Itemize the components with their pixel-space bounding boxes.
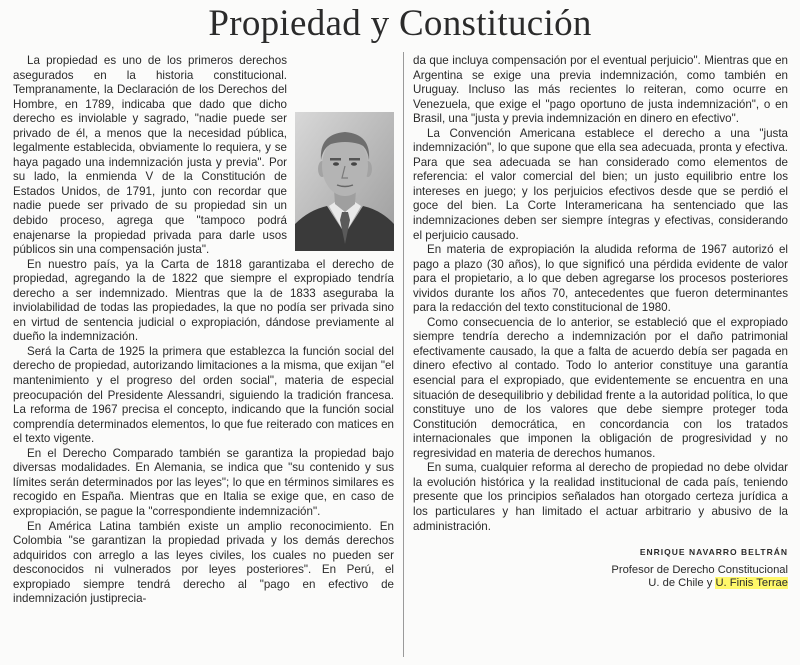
left-column (13, 54, 394, 607)
right-column (413, 54, 788, 591)
author-name: ENRIQUE NAVARRO BELTRÁN (639, 547, 788, 558)
paragraph: La propiedad es uno de los primeros derechos asegurados en la historia constitucional. Tempranamente, la Declaración de los Derechos del Hombre, en 1789, indicaba que dado que dicho derecho es inviolable y sagrado, "nadie puede ser privado de él, a menos que la necesidad pública, legalmente establecida, obviamente lo requiera, y se haya pagado una indemnización justa y previa". Por su lado, la enmienda V de la Constitución de Estados Unidos, de 1791, junto con recordar que nadie puede ser privado de su propiedad sin un debido proceso, agrega que "tampoco podrá enajenarse la propiedad privada para darle usos públicos sin una compensación justa". (13, 54, 287, 257)
author-signature (413, 545, 788, 591)
paragraph: En suma, cualquier reforma al derecho de propiedad no debe olvidar la evolución histórica y la realidad institucional de cada país, teniendo presente que los principios señalados han otorgado certeza jurídica a los particulares y han limitado el actuar arbitrario y abusivo de la administración. (413, 461, 788, 533)
column-divider (403, 52, 404, 657)
article-title: Propiedad y Constitución (208, 3, 592, 44)
paragraph: En materia de expropiación la aludida reforma de 1967 autorizó el pago a plazo (30 años), lo que significó una pérdida evidente de valor para el propietario, a lo que deben agregarse los procesos posteriores vividos durante los años 70, antecedentes que fueron determinantes para la redacción del texto constitucional de 1980. (413, 243, 788, 315)
paragraph: En el Derecho Comparado también se garantiza la propiedad bajo diversas modalidades. En Alemania, se indica que "su contenido y sus límites serán determinados por las leyes"; lo que en términos similares es recogido en España. Mientras que en Italia se exige que, en caso de expropiación, se pague la "correspondiente indemnización". (13, 446, 394, 518)
paragraph: La Convención Americana establece el derecho a una "justa indemnización", lo que supone que ella sea adecuada, pronta y efectiva. Para que sea adecuada se han considerado como elementos de referencia: el valor comercial del bien; un justo equilibrio entre los intereses en juego; y los perjuicios efectivos desde que se perdió el goce del bien. La Corte Interamericana ha sentenciado que las indemnizaciones deben ser siempre íntegras y efectivas, considerando el perjuicio causado. (413, 126, 788, 242)
paragraph: da que incluya compensación por el eventual perjuicio". Mientras que en Argentina se exige una previa indemnización, como también en Uruguay. Incluso las más recientes lo reiteran, como ocurre en Venezuela, que exige el "pago oportuno de justa indemnización", o en Brasil, una "justa y previa indemnización en dinero en efectivo". (413, 54, 788, 126)
affiliation-highlight: U. Finis Terrae (715, 577, 788, 590)
paragraph: Será la Carta de 1925 la primera que establezca la función social del derecho de propiedad, autorizando limitaciones a la misma, que exijan "el mantenimiento y el progreso del orden social", materia de especial preocupación del Presidente Alessandri, siguiendo la tradición francesa. La reforma de 1967 precisa el concepto, indicando que la función social comprendía determinados elementos, lo que fue reiterado con matices en el texto vigente. (13, 344, 394, 446)
author-affiliation (413, 577, 788, 591)
paragraph: En América Latina también existe un amplio reconocimiento. En Colombia "se garantizan la propiedad privada y los demás derechos adquiridos con arreglo a las leyes civiles, los cuales no pueden ser desconocidos ni vulnerados por leyes posteriores". En Perú, el expropiado siempre tendrá derecho al "pago en efectivo de indemnización justiprecia- (13, 519, 394, 606)
paragraph: En nuestro país, ya la Carta de 1818 garantizaba el derecho de propiedad, agregando la de 1822 que siempre el expropiado tendría derecho a ser indemnizado. Mientras que la de 1833 aseguraba la inviolabilidad de todas las propiedades, la que no podía ser privada sino en virtud de sentencia judicial o expropiación, dándose previamente al dueño la indemnización. (13, 257, 394, 344)
author-title: Profesor de Derecho Constitucional (611, 563, 788, 576)
author-photo (295, 112, 394, 251)
paragraph: Como consecuencia de lo anterior, se estableció que el expropiado siempre tendría derecho a indemnización por el daño patrimonial efectivamente causado, la que a falta de acuerdo debía ser pagada en dinero efectivo al contado. Todo lo anterior constituye una garantía esencial para el expropiado, que evidentemente se encuentra en una situación de desequilibrio y debilidad frente a la autoridad política, lo que constituye uno de los valores que debe siempre proteger toda Constitución democrática, en concordancia con los tratados internacionales que imponen la obligación de progresividad y no regresividad en materia de derechos humanos. (413, 315, 788, 460)
affiliation-prefix: U. de Chile y (648, 577, 713, 590)
